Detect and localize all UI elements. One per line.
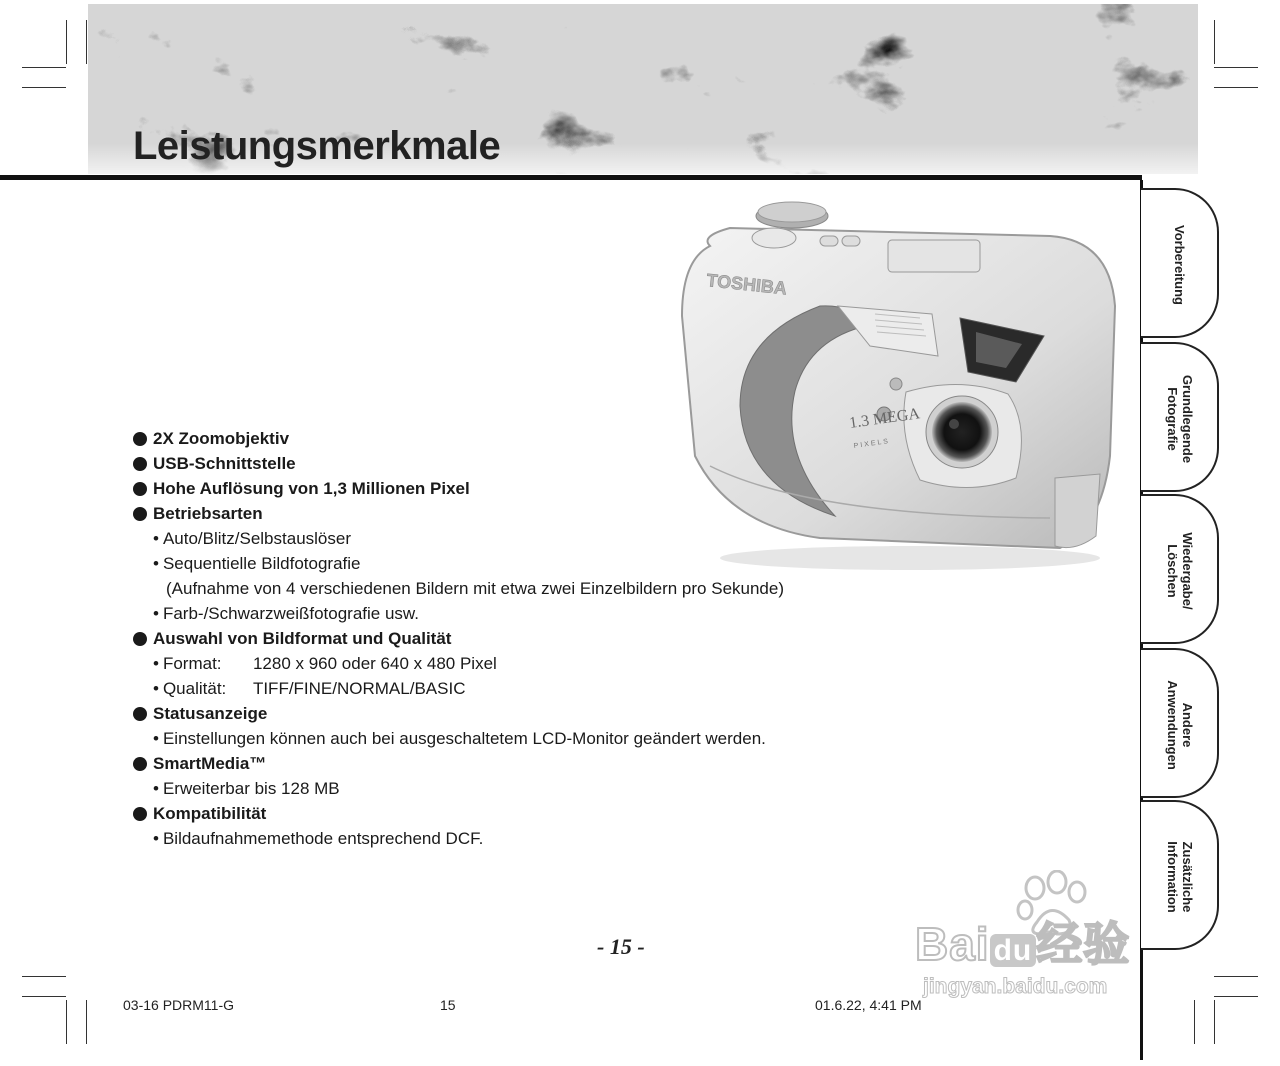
- footer-sheet-number: 15: [440, 997, 456, 1013]
- feature-title: Betriebsarten: [153, 504, 263, 523]
- baidu-watermark: [905, 870, 1205, 1010]
- bullet-dot-icon: [133, 632, 147, 646]
- feature-heading: [133, 626, 933, 651]
- side-tab-label: Andere Anwendungen: [1165, 680, 1195, 770]
- camera-brand: TOSHIBA: [705, 270, 788, 299]
- side-tab-label: Wiedergabe/ Löschen: [1165, 532, 1195, 610]
- side-tab-label: Grundlegende Fotografie: [1165, 374, 1195, 464]
- bullet-dot-icon: [133, 807, 147, 821]
- feature-subitem: • Qualität: TIFF/FINE/NORMAL/BASIC: [153, 679, 466, 698]
- crop-mark: [22, 67, 66, 68]
- megapixel-badge-sub: PIXELS: [853, 437, 891, 450]
- crop-mark: [66, 1000, 67, 1044]
- feature-title: Kompatibilität: [153, 804, 267, 823]
- crop-mark: [1214, 87, 1258, 88]
- side-tab-wiedergabe-loeschen[interactable]: [1141, 494, 1219, 644]
- side-tab-label: Vorbereitung: [1172, 225, 1188, 305]
- feature-subitem: • Erweiterbar bis 128 MB: [153, 779, 340, 798]
- side-tab-label: Zusätzliche Information: [1165, 841, 1195, 913]
- feature-title: 2X Zoomobjektiv: [153, 429, 290, 448]
- feature-subitem-continuation: (Aufnahme von 4 verschiedenen Bildern mit etwa zwei Einzelbildern pro Sekunde): [166, 579, 785, 598]
- feature-heading: [133, 426, 933, 451]
- feature-heading: [133, 501, 933, 526]
- feature-title: USB-Schnittstelle: [153, 454, 296, 473]
- crop-mark: [22, 976, 66, 977]
- watermark-text: Bai du经验: [915, 918, 1131, 970]
- bullet-dot-icon: [133, 457, 147, 471]
- page-number: - 15 -: [597, 934, 645, 959]
- crop-mark: [86, 20, 87, 64]
- page-title: Leistungsmerkmale: [133, 124, 501, 168]
- feature-subitem: • Auto/Blitz/Selbstauslöser: [153, 529, 351, 548]
- feature-title: Statusanzeige: [153, 704, 268, 723]
- crop-mark: [66, 20, 67, 64]
- crop-mark: [1214, 1000, 1215, 1044]
- crop-mark: [1214, 20, 1215, 64]
- crop-mark: [22, 87, 66, 88]
- feature-heading: [133, 751, 933, 776]
- watermark-url: jingyan.baidu.com: [923, 975, 1108, 998]
- feature-heading: [133, 701, 933, 726]
- feature-title: SmartMedia™: [153, 754, 267, 773]
- feature-title: Auswahl von Bildformat und Qualität: [153, 629, 452, 648]
- side-tab-grundlegende-fotografie[interactable]: [1141, 342, 1219, 492]
- feature-title: Hohe Auflösung von 1,3 Millionen Pixel: [153, 479, 470, 498]
- feature-heading: [133, 801, 933, 826]
- megapixel-badge: 1.3 MEGA: [848, 405, 921, 432]
- header-rule: [0, 175, 1142, 180]
- footer-date-time: 01.6.22, 4:41 PM: [815, 997, 922, 1013]
- crop-mark: [86, 1000, 87, 1044]
- crop-mark: [22, 996, 66, 997]
- feature-heading: [133, 476, 933, 501]
- side-tab-vorbereitung[interactable]: [1141, 188, 1219, 338]
- bullet-dot-icon: [133, 507, 147, 521]
- bullet-dot-icon: [133, 482, 147, 496]
- feature-heading: [133, 451, 933, 476]
- feature-subitem: • Farb-/Schwarzweißfotografie usw.: [153, 604, 419, 623]
- footer-file-code: 03-16 PDRM11-G: [123, 997, 235, 1013]
- feature-subitem: • Sequentielle Bildfotografie: [153, 554, 361, 573]
- feature-subitem: • Einstellungen können auch bei ausgeschaltetem LCD-Monitor geändert werden.: [153, 729, 766, 748]
- side-tab-andere-anwendungen[interactable]: [1141, 648, 1219, 798]
- bullet-dot-icon: [133, 432, 147, 446]
- bullet-dot-icon: [133, 757, 147, 771]
- feature-list: [133, 426, 933, 851]
- crop-mark: [1214, 67, 1258, 68]
- crop-mark: [1214, 996, 1258, 997]
- feature-subitem: • Bildaufnahmemethode entsprechend DCF.: [153, 829, 484, 848]
- feature-subitem: • Format: 1280 x 960 oder 640 x 480 Pixel: [153, 654, 497, 673]
- crop-mark: [1214, 976, 1258, 977]
- bullet-dot-icon: [133, 707, 147, 721]
